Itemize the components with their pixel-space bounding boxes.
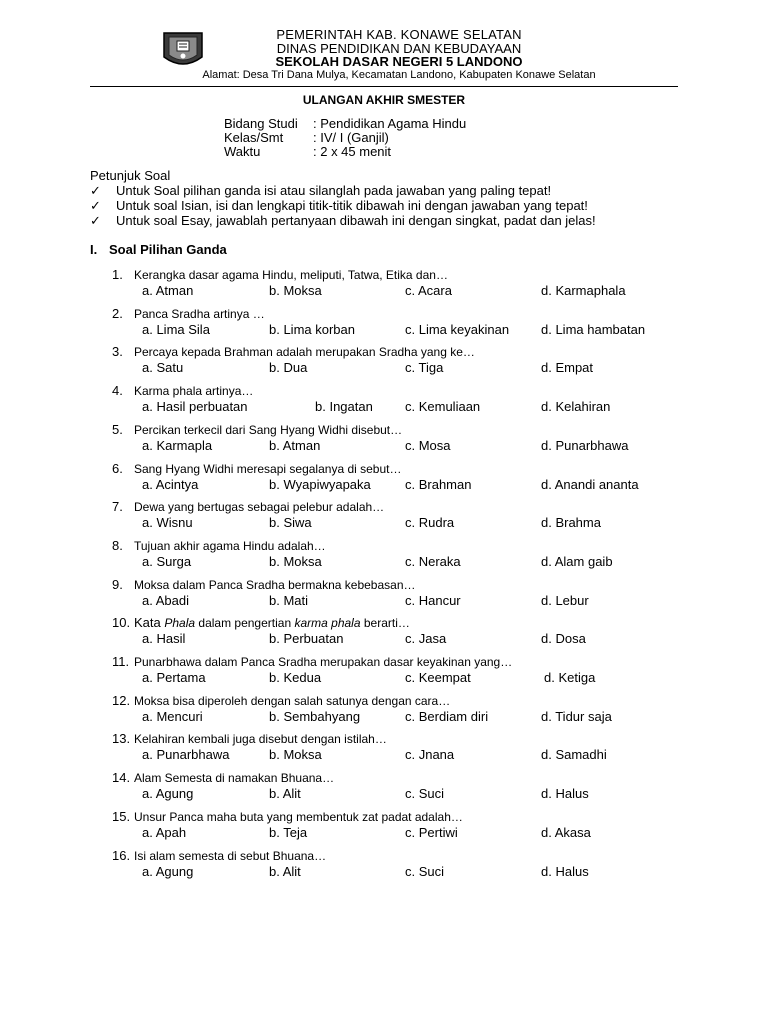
question-number: 15. (112, 808, 131, 824)
option-c[interactable]: c. Neraka (405, 553, 461, 569)
question-stem (112, 461, 712, 477)
answer-options (112, 399, 712, 414)
option-d[interactable]: d. Brahma (541, 515, 601, 531)
option-d[interactable]: d. Lima hambatan (541, 321, 646, 337)
info-label: Waktu (224, 144, 261, 159)
question-stem (112, 848, 712, 864)
option-a[interactable]: a. Hasil (142, 631, 186, 647)
option-b[interactable]: b. Moksa (269, 747, 322, 763)
option-c[interactable]: c. Mosa (405, 437, 451, 453)
option-c[interactable]: c. Jnana (405, 747, 455, 763)
question-number: 1. (112, 267, 123, 282)
info-value: : Pendidikan Agama Hindu (313, 116, 467, 131)
question-number: 5. (112, 421, 123, 437)
question-stem (112, 615, 712, 631)
question-text: Sang Hyang Widhi meresapi segalanya di sebut… (134, 461, 402, 476)
question-stem (112, 538, 712, 554)
option-a[interactable]: a. Satu (142, 360, 184, 376)
question-number: 11. (112, 654, 130, 669)
info-label: Bidang Studi (224, 116, 298, 131)
header-department: DINAS PENDIDIKAN DAN KEBUDAYAAN (276, 41, 522, 56)
option-d[interactable]: d. Akasa (541, 824, 591, 840)
info-row-class (224, 131, 466, 145)
question-text: Isi alam semesta di sebut Bhuana… (134, 848, 327, 863)
option-a[interactable]: a. Agung (142, 786, 194, 802)
info-row-time (224, 145, 466, 159)
option-b[interactable]: b. Ingatan (315, 399, 373, 415)
question-item (112, 267, 712, 298)
option-a[interactable]: a. Apah (142, 824, 187, 840)
option-c[interactable]: c. Berdiam diri (405, 708, 489, 724)
question-text: Karma phala artinya… (134, 384, 254, 399)
question-text: Alam Semesta di namakan Bhuana… (134, 771, 335, 786)
section-title: Soal Pilihan Ganda (109, 242, 227, 257)
question-number: 16. (112, 847, 131, 863)
question-stem (112, 344, 712, 360)
question-stem (112, 731, 712, 747)
header-school-name: SEKOLAH DASAR NEGERI 5 LANDONO (275, 54, 523, 69)
instruction-item (90, 213, 596, 228)
question-stem (112, 770, 712, 786)
answer-options (112, 593, 712, 608)
option-d[interactable]: d. Alam gaib (541, 553, 613, 569)
question-number: 3. (112, 344, 123, 360)
question-text: Kerangka dasar agama Hindu, meliputi, Tatwa, Etika dan… (134, 268, 448, 282)
question-item (112, 422, 712, 453)
info-label: Kelas/Smt (224, 130, 284, 145)
option-c[interactable]: c. Suci (405, 863, 445, 879)
question-stem (112, 577, 712, 593)
question-text-part: dalam pengertian (195, 616, 295, 631)
info-value: : IV/ I (Ganjil) (313, 130, 389, 145)
question-stem (112, 693, 712, 709)
option-d[interactable]: d. Karmaphala (541, 283, 626, 298)
checkmark-icon: ✓ (90, 213, 101, 228)
option-b[interactable]: b. Dua (269, 360, 308, 376)
answer-options (112, 477, 712, 492)
question-item (112, 809, 712, 840)
question-number: 9. (112, 576, 123, 592)
question-number: 4. (112, 383, 123, 399)
option-b[interactable]: b. Siwa (269, 515, 312, 531)
answer-options (112, 864, 712, 879)
option-d[interactable]: d. Halus (541, 786, 589, 802)
question-item (112, 848, 712, 879)
option-b[interactable]: b. Moksa (269, 553, 322, 569)
option-c[interactable]: c. Pertiwi (405, 824, 458, 840)
option-a[interactable]: a. Agung (142, 863, 194, 879)
question-stem (112, 654, 712, 670)
question-text (134, 616, 410, 630)
question-item (112, 615, 712, 646)
question-stem (112, 499, 712, 515)
answer-options (112, 709, 712, 724)
option-a[interactable]: a. Mencuri (142, 708, 203, 724)
option-c[interactable]: c. Suci (405, 786, 445, 802)
question-text: Unsur Panca maha buta yang membentuk zat padat adalah… (134, 809, 463, 824)
option-b[interactable]: b. Mati (269, 592, 309, 608)
option-d[interactable]: d. Empat (541, 360, 594, 376)
question-text: Percaya kepada Brahman adalah merupakan Sradha yang ke… (134, 345, 475, 360)
option-b[interactable]: b. Wyapiwyapaka (269, 476, 371, 492)
answer-options (112, 747, 712, 762)
question-text: Tujuan akhir agama Hindu adalah… (134, 538, 326, 553)
option-b[interactable]: b. Lima korban (269, 321, 355, 337)
answer-options (112, 283, 712, 298)
question-number: 12. (112, 692, 131, 708)
option-c[interactable]: c. Lima keyakinan (405, 321, 510, 337)
option-c[interactable]: c. Keempat (405, 670, 471, 685)
question-number: 7. (112, 499, 123, 515)
option-d[interactable]: d. Tidur saja (541, 708, 612, 724)
answer-options (112, 786, 712, 801)
exam-title: ULANGAN AKHIR SMESTER (302, 93, 466, 107)
question-number: 8. (112, 537, 123, 553)
answer-options (112, 322, 712, 337)
option-c[interactable]: c. Rudra (405, 515, 455, 531)
option-a[interactable]: a. Abadi (142, 592, 189, 608)
question-stem (112, 383, 712, 399)
answer-options (112, 515, 712, 530)
option-b[interactable]: b. Perbuatan (269, 631, 344, 647)
option-a[interactable]: a. Lima Sila (142, 321, 210, 337)
option-c[interactable]: c. Jasa (405, 631, 447, 647)
question-item (112, 383, 712, 414)
question-text: Punarbhawa dalam Panca Sradha merupakan dasar keyakinan yang… (134, 655, 513, 669)
option-c[interactable]: c. Kemuliaan (405, 399, 481, 415)
option-a[interactable]: a. Wisnu (142, 515, 193, 531)
question-number: 6. (112, 460, 123, 476)
instructions-title: Petunjuk Soal (90, 168, 171, 183)
checkmark-icon: ✓ (90, 198, 101, 213)
option-d[interactable]: d. Halus (541, 863, 589, 879)
exam-info (224, 117, 466, 159)
question-number: 10. (112, 615, 131, 631)
answer-options (112, 554, 712, 569)
answer-options (112, 631, 712, 646)
question-text-part: Kata (134, 615, 165, 631)
question-text-part: berarti… (360, 616, 410, 631)
question-item (112, 306, 712, 337)
info-value: : 2 x 45 menit (313, 144, 392, 159)
option-a[interactable]: a. Hasil perbuatan (142, 399, 248, 415)
question-number: 14. (112, 770, 131, 786)
checkmark-icon: ✓ (90, 183, 101, 198)
option-c[interactable]: c. Tiga (405, 360, 444, 376)
instruction-text: Untuk soal Esay, jawablah pertanyaan dibawah ini dengan singkat, padat dan jelas! (116, 213, 596, 228)
question-item (112, 499, 712, 530)
instruction-text: Untuk Soal pilihan ganda isi atau silanglah pada jawaban yang paling tepat! (116, 183, 552, 198)
question-text: Moksa bisa diperoleh dengan salah satunya dengan cara… (134, 693, 451, 708)
option-b[interactable]: b. Atman (269, 437, 321, 453)
header-divider (90, 86, 678, 87)
question-text: Kelahiran kembali juga disebut dengan istilah… (134, 732, 387, 747)
answer-options (112, 360, 712, 375)
option-d[interactable]: d. Samadhi (541, 747, 607, 763)
option-d[interactable]: d. Punarbhawa (541, 437, 629, 453)
question-stem (112, 809, 712, 825)
answer-options (112, 670, 712, 685)
question-stem (112, 422, 712, 438)
option-b[interactable]: b. Sembahyang (269, 708, 361, 724)
option-a[interactable]: a. Pertama (142, 670, 206, 685)
instruction-item (90, 198, 596, 213)
option-b[interactable]: b. Alit (269, 786, 301, 802)
header-government: PEMERINTAH KAB. KONAWE SELATAN (276, 27, 522, 42)
question-text: Percikan terkecil dari Sang Hyang Widhi disebut… (134, 422, 403, 437)
option-d[interactable]: d. Dosa (541, 631, 586, 647)
instruction-text: Untuk soal Isian, isi dan lengkapi titik-titik dibawah ini dengan jawaban yang tepat! (116, 198, 588, 213)
option-d[interactable]: d. Lebur (541, 592, 589, 608)
option-a[interactable]: a. Punarbhawa (142, 747, 230, 763)
option-b[interactable]: b. Alit (269, 863, 301, 879)
option-b[interactable]: b. Teja (269, 824, 308, 840)
instructions (90, 168, 596, 228)
question-stem (112, 267, 712, 283)
option-a[interactable]: a. Surga (142, 553, 192, 569)
option-d[interactable]: d. Anandi ananta (541, 476, 639, 492)
option-c[interactable]: c. Brahman (405, 476, 472, 492)
question-number: 2. (112, 305, 123, 321)
section-heading (90, 242, 227, 257)
option-d[interactable]: d. Kelahiran (541, 399, 611, 415)
option-b[interactable]: b. Kedua (269, 670, 322, 685)
question-item (112, 577, 712, 608)
answer-options (112, 438, 712, 453)
question-item (112, 654, 712, 685)
option-d[interactable]: d. Ketiga (544, 670, 596, 685)
option-b[interactable]: b. Moksa (269, 283, 322, 298)
question-item (112, 770, 712, 801)
question-number: 13. (112, 731, 131, 747)
option-c[interactable]: c. Acara (405, 283, 452, 298)
question-text-italic: karma phala (294, 616, 361, 631)
instruction-item (90, 183, 596, 198)
question-text-italic: Phala (164, 616, 196, 631)
header-address: Alamat: Desa Tri Dana Mulya, Kecamatan Landono, Kabupaten Konawe Selatan (202, 69, 596, 81)
question-item (112, 538, 712, 569)
info-row-subject (224, 117, 466, 131)
question-stem (112, 306, 712, 322)
question-text: Dewa yang bertugas sebagai pelebur adalah… (134, 500, 385, 515)
question-item (112, 344, 712, 375)
question-item (112, 461, 712, 492)
section-number: I. (90, 242, 98, 257)
question-text: Moksa dalam Panca Sradha bermakna kebebasan… (134, 577, 416, 592)
question-text: Panca Sradha artinya … (134, 306, 265, 321)
option-a[interactable]: a. Acintya (142, 476, 199, 492)
answer-options (112, 825, 712, 840)
question-item (112, 693, 712, 724)
option-c[interactable]: c. Hancur (405, 592, 461, 608)
option-a[interactable]: a. Atman (142, 283, 194, 298)
question-item (112, 731, 712, 762)
option-a[interactable]: a. Karmapla (142, 437, 213, 453)
